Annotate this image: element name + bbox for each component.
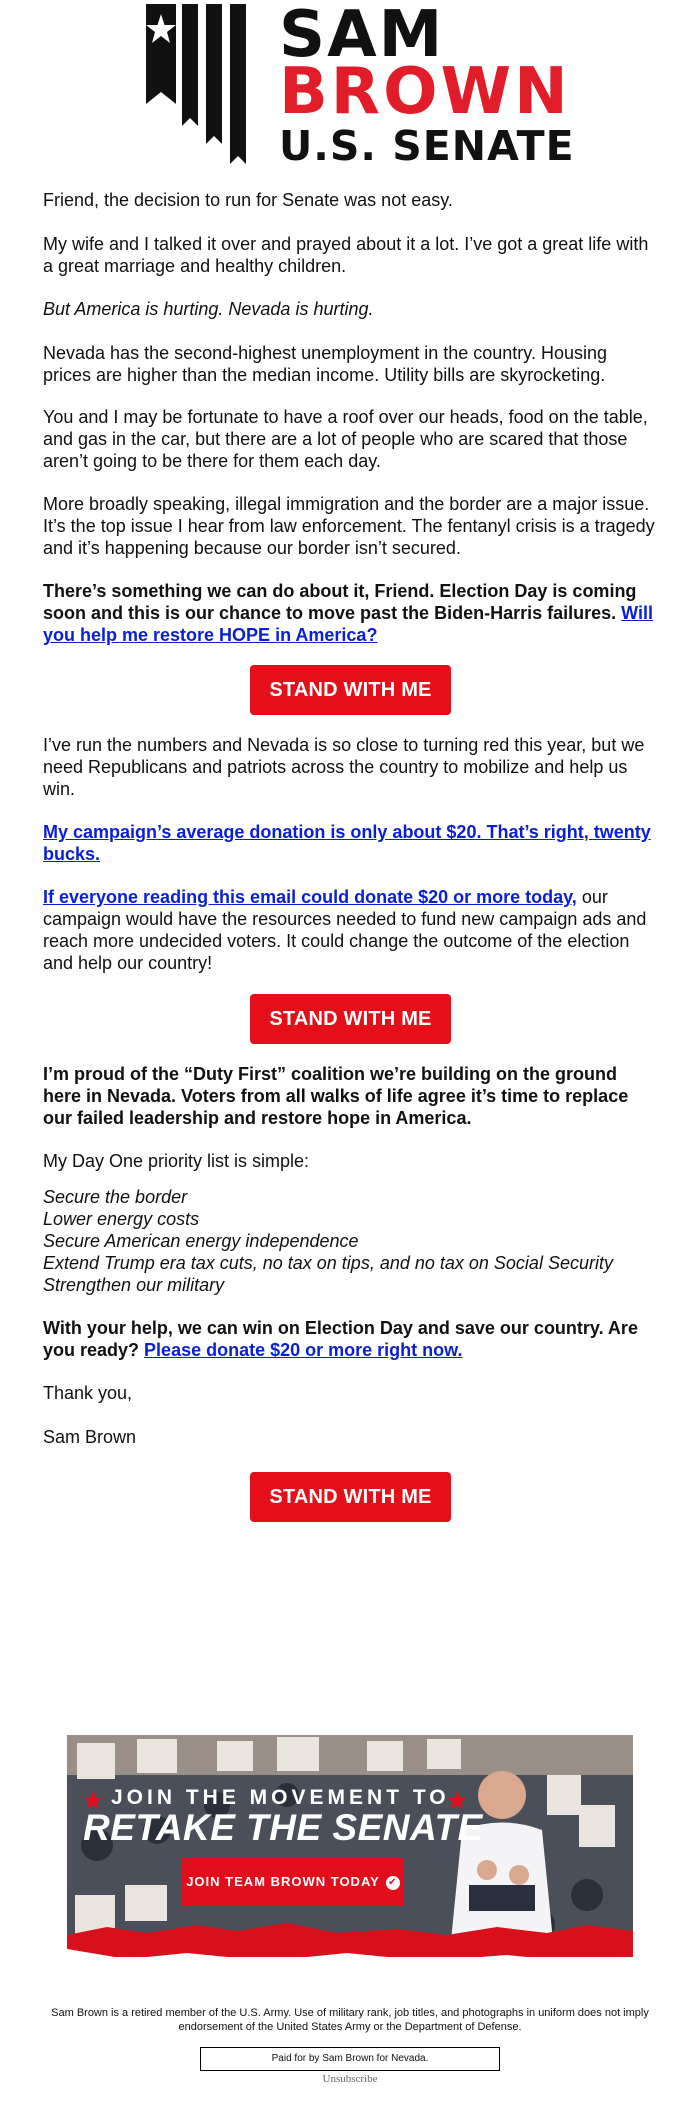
stand-with-me-button-3[interactable]: STAND WITH ME — [250, 1472, 451, 1522]
list-item: Secure American energy independence — [43, 1231, 359, 1251]
paragraph-fortunate: You and I may be fortunate to have a roof over our heads, food on the table, and gas in the car, but there are a lot of people who are scared that those aren’t going to be there for them each day. — [43, 407, 648, 471]
paragraph-priority-intro: My Day One priority list is simple: — [43, 1151, 310, 1171]
everyone-reading-text: our campaign would have the resources needed to fund new campaign ads and reach more undecided voters. It could change the outcome of the election and help our country! — [43, 887, 647, 973]
logo-office: U.S. SENATE — [279, 122, 575, 170]
banner-kicker: JOIN THE MOVEMENT TO — [111, 1786, 450, 1809]
paragraph-family: My wife and I talked it over and prayed about it a lot. I’ve got a great life with a great marriage and healthy children. — [43, 234, 649, 276]
list-item: Strengthen our military — [43, 1275, 225, 1295]
stand-with-me-button-2[interactable]: STAND WITH ME — [250, 994, 451, 1044]
are-you-ready-text: With your help, we can win on Election Day and save our country. Are you ready? — [43, 1318, 638, 1360]
list-item: Secure the border — [43, 1187, 188, 1207]
logo-name-last: BROWN — [279, 55, 571, 129]
paragraph-are-you-ready — [43, 1317, 658, 1361]
list-item: Extend Trump era tax cuts, no tax on tips, and no tax on Social Security — [43, 1253, 613, 1273]
banner-headline: RETAKE THE SENATE — [83, 1807, 483, 1848]
check-circle-icon: ✔ — [386, 1876, 400, 1890]
paragraph-nevada-stats: Nevada has the second-highest unemployment in the country. Housing prices are higher than the median income. Utility bills are skyrocketing. — [43, 343, 608, 385]
military-disclaimer: Sam Brown is a retired member of the U.S. Army. Use of military rank, job titles, and photographs in uniform does not imply endorsement of the United States Army or the Department of Defense. — [51, 2007, 649, 2033]
paid-for-by-box: Paid for by Sam Brown for Nevada. — [200, 2047, 500, 2071]
donate-20-today-link[interactable]: If everyone reading this email could donate $20 or more today, — [43, 887, 577, 907]
stand-with-me-button-1[interactable]: STAND WITH ME — [250, 665, 451, 715]
retake-the-senate-banner[interactable] — [67, 1735, 633, 1981]
paragraph-hurting: But America is hurting. Nevada is hurting. — [43, 299, 374, 319]
list-item: Lower energy costs — [43, 1209, 200, 1229]
join-team-brown-button[interactable] — [182, 1858, 404, 1906]
paragraph-average-donation — [43, 821, 658, 865]
paragraph-numbers: I’ve run the numbers and Nevada is so close to turning red this year, but we need Republicans and patriots across the country to mobilize and help us win. — [43, 735, 645, 799]
logo-name-first: SAM — [279, 0, 445, 72]
paragraph-intro: Friend, the decision to run for Senate was not easy. — [43, 190, 453, 210]
flag-stripes-logo-icon — [146, 4, 258, 164]
signature-name: Sam Brown — [43, 1427, 137, 1447]
campaign-logo — [146, 0, 575, 170]
unsubscribe-link[interactable]: Unsubscribe — [322, 2073, 378, 2085]
election-day-text: There’s something we can do about it, Friend. Election Day is coming soon and this is our chance to move past the Biden-Harris failures. — [43, 581, 637, 623]
restore-hope-link[interactable]: Will you help me restore HOPE in America? — [43, 603, 653, 645]
sign-off: Thank you, — [43, 1383, 133, 1403]
paragraph-election-day — [43, 580, 658, 646]
paragraph-duty-first: I’m proud of the “Duty First” coalition we’re building on the ground here in Nevada. Voters from all walks of life agree it’s time to replace our failed leadership and restore hope in America. — [43, 1064, 629, 1128]
donate-now-link[interactable]: Please donate $20 or more right now. — [144, 1340, 463, 1360]
average-donation-link[interactable]: My campaign’s average donation is only about $20. That’s right, twenty bucks. — [43, 822, 651, 864]
priority-list — [43, 1186, 613, 1296]
join-team-brown-label: JOIN TEAM BROWN TODAY — [186, 1874, 380, 1889]
paragraph-border: More broadly speaking, illegal immigration and the border are a major issue. It’s the top issue I hear from law enforcement. The fentanyl crisis is a tragedy and it’s happening because our border isn’t secured. — [43, 494, 655, 558]
paragraph-everyone-reading — [43, 886, 658, 974]
